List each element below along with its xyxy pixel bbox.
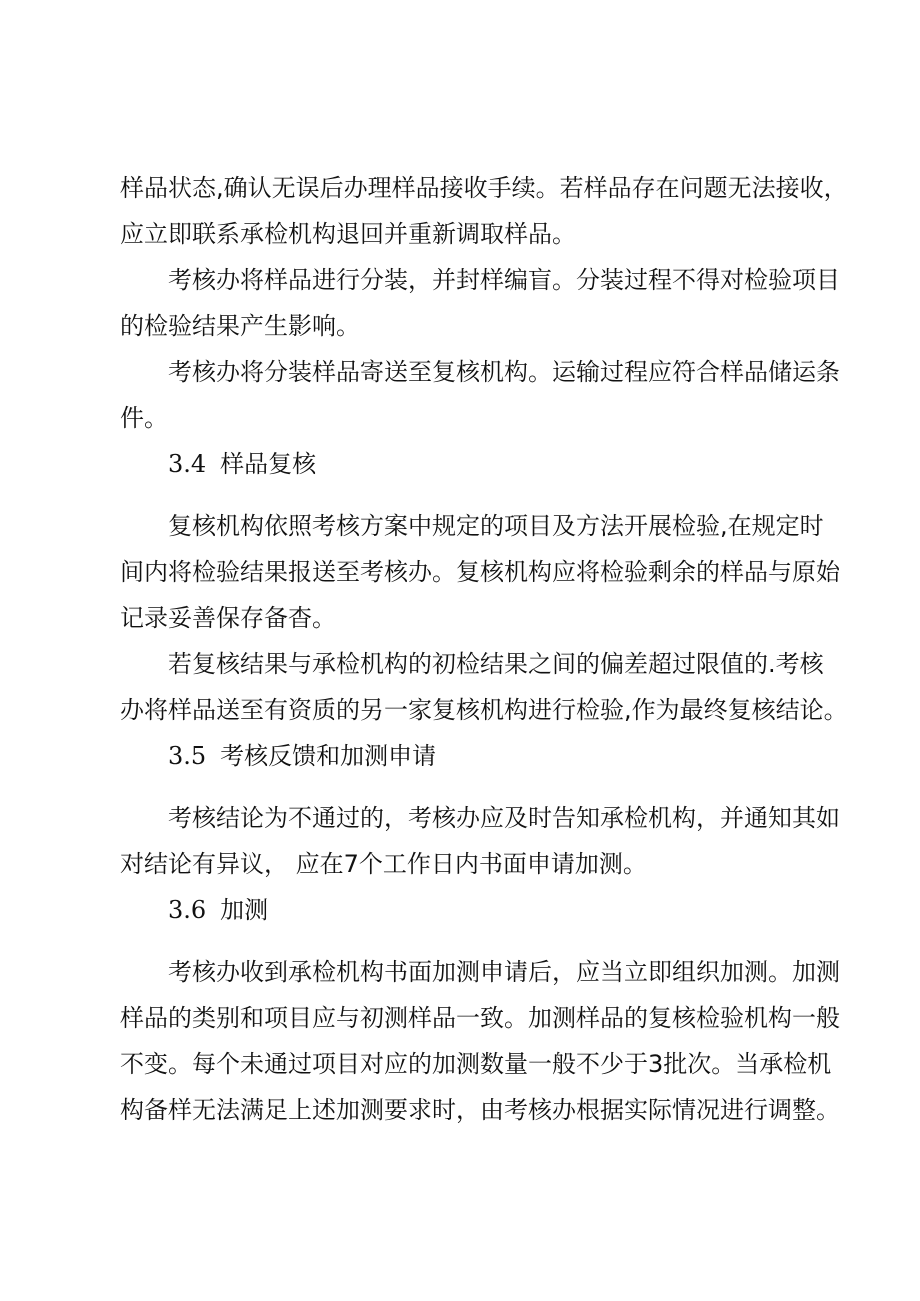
paragraph-line: 样品的类别和项目应与初测样品一致。加测样品的复核检验机构一般 bbox=[120, 1004, 840, 1032]
section-heading bbox=[168, 894, 268, 926]
section-heading bbox=[168, 740, 436, 772]
paragraph-line: 若复核结果与承检机构的初检结果之间的偏差超过限值的.考核 bbox=[168, 650, 824, 678]
section-number: 3.6 bbox=[168, 896, 207, 924]
paragraph-line: 样品状态,确认无误后办理样品接收手续。若样品存在问题无法接收， bbox=[120, 174, 848, 202]
section-title: 加测 bbox=[220, 896, 269, 924]
section-number: 3.5 bbox=[168, 742, 207, 770]
paragraph-line: 对结论有异议， 应在7个工作日内书面申请加测。 bbox=[120, 850, 647, 878]
paragraph-line: 考核办将样品进行分装，并封样编盲。分装过程不得对检验项目 bbox=[168, 266, 840, 294]
paragraph-line: 构备样无法满足上述加测要求时，由考核办根据实际情况进行调整。 bbox=[120, 1096, 840, 1124]
paragraph-line: 考核办收到承检机构书面加测申请后，应当立即组织加测。加测 bbox=[168, 958, 840, 986]
section-number: 3.4 bbox=[168, 450, 207, 478]
paragraph-line: 间内将检验结果报送至考核办。复核机构应将检验剩余的样品与原始 bbox=[120, 558, 840, 586]
paragraph-line: 考核办将分装样品寄送至复核机构。运输过程应符合样品储运条 bbox=[168, 358, 840, 386]
paragraph-line: 应立即联系承检机构退回并重新调取样品。 bbox=[120, 220, 576, 248]
paragraph-line: 记录妥善保存备杳。 bbox=[120, 604, 336, 632]
section-title: 考核反馈和加测申请 bbox=[220, 742, 437, 770]
paragraph-line: 考核结论为不通过的，考核办应及时告知承检机构，并通知其如 bbox=[168, 804, 840, 832]
section-heading bbox=[168, 448, 316, 480]
paragraph-line: 的检验结果产生影响。 bbox=[120, 312, 360, 340]
paragraph-line: 办将样品送至有资质的另一家复核机构进行检验,作为最终复核结论。 bbox=[120, 696, 848, 724]
paragraph-line: 不变。每个未通过项目对应的加测数量一般不少于3批次。当承检机 bbox=[120, 1050, 832, 1078]
paragraph-line: 件。 bbox=[120, 404, 168, 432]
section-title: 样品复核 bbox=[220, 450, 317, 478]
paragraph-line: 复核机构依照考核方案中规定的项目及方法开展检验,在规定时 bbox=[168, 512, 824, 540]
